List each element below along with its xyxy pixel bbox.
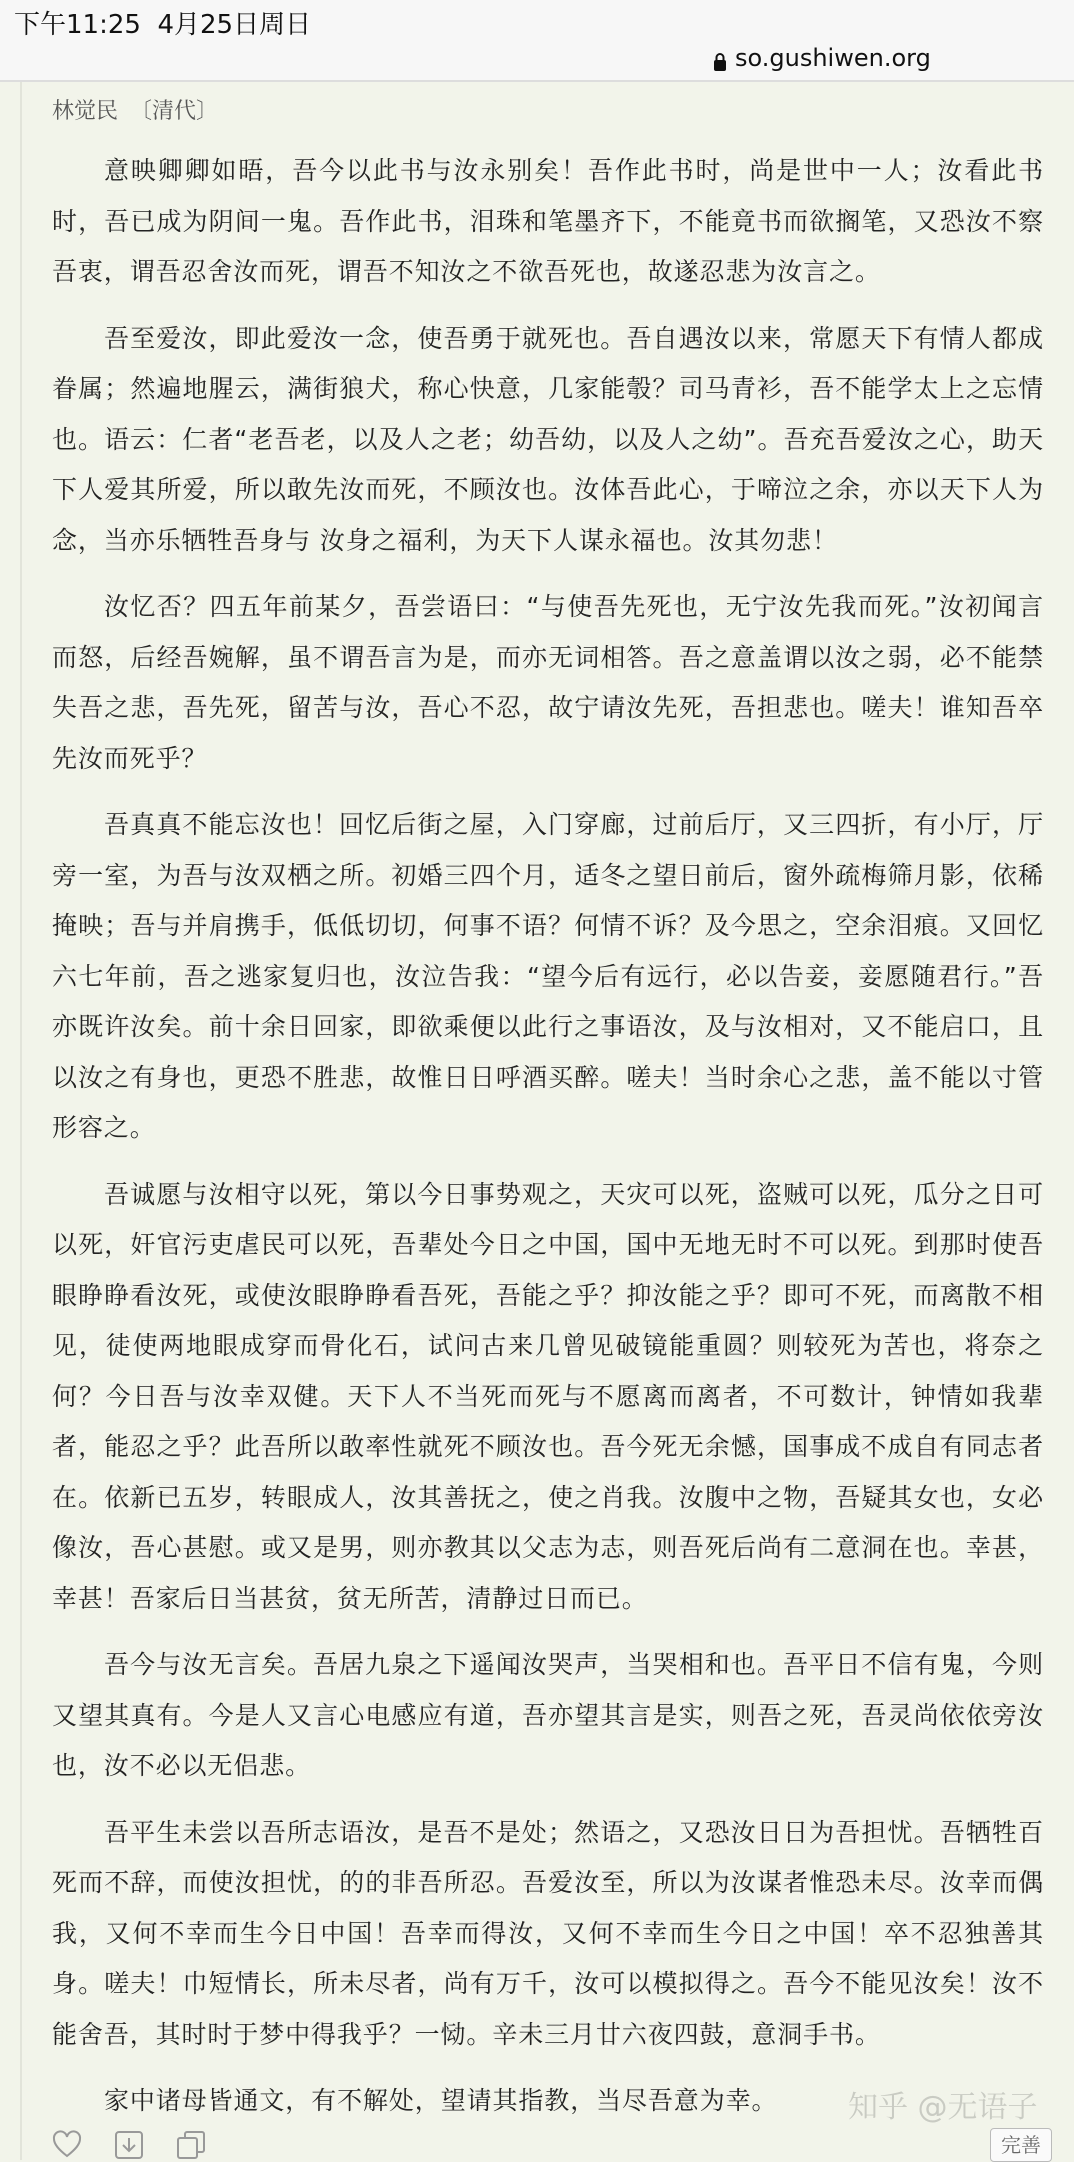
article [52,92,1044,2143]
paragraph-6: 吾今与汝无言矣。吾居九泉之下遥闻汝哭声，当哭相和也。吾平日不信有鬼，今则又望其真有。今是人又言心电感应有道，吾亦望其言是实，则吾之死，吾灵尚依依旁汝也，汝不必以无侣悲。 [52,1650,1044,1780]
status-date: 4月25日周日 [157,10,312,40]
author-name[interactable]: 林觉民 [52,99,119,124]
status-time-date [14,4,311,41]
download-icon[interactable] [114,2130,144,2160]
watermark: 知乎 @无语子 [848,2090,1038,2125]
copy-icon[interactable] [176,2130,206,2160]
url-bar[interactable] [0,44,1074,80]
paragraph-2: 吾至爱汝，即此爱汝一念，使吾勇于就死也。吾自遇汝以来，常愿天下有情人都成眷属；然遍地腥云，满街狼犬，称心快意，几家能彀？司马青衫，吾不能学太上之忘情也。语云：仁者“老吾老，以及人之老；幼吾幼，以及人之幼”。吾充吾爱汝之心，助天下人爱其所爱，所以敢先汝而死，不顾汝也。汝体吾此心，于啼泣之余，亦以天下人为念，当亦乐牺牲吾身与 汝身之福利，为天下人谋永福也。汝其勿悲！ [52,323,1044,555]
url-text[interactable]: so.gushiwen.org [735,44,931,72]
paragraph-8: 家中诸母皆通文，有不解处，望请其指教，当尽吾意为幸。 [104,2086,778,2115]
author-line [52,92,1044,132]
top-divider [0,80,1074,82]
paragraph-4: 吾真真不能忘汝也！回忆后街之屋，入门穿廊，过前后厅，又三四折，有小厅，厅旁一室，为吾与汝双栖之所。初婚三四个月，适冬之望日前后，窗外疏梅筛月影，依稀掩映；吾与并肩携手，低低切切，何事不语？何情不诉？及今思之，空余泪痕。又回忆六七年前，吾之逃家复归也，汝泣告我：“望今后有远行，必以告妾，妾愿随君行。”吾亦既许汝矣。前十余日回家，即欲乘便以此行之事语汝，及与汝相对，又不能启口，且以汝之有身也，更恐不胜悲，故惟日日呼酒买醉。嗟夫！当时余心之悲，盖不能以寸管形容之。 [52,810,1044,1142]
status-bar [0,0,1074,48]
paragraph-5: 吾诚愿与汝相守以死，第以今日事势观之，天灾可以死，盗贼可以死，瓜分之日可以死，奸官污吏虐民可以死，吾辈处今日之中国，国中无地无时不可以死。到那时使吾眼睁睁看汝死，或使汝眼睁睁看吾死，吾能之乎？抑汝能之乎？即可不死，而离散不相见，徒使两地眼成穿而骨化石，试问古来几曾见破镜能重圆？则较死为苦也，将奈之何？今日吾与汝幸双健。天下人不当死而死与不愿离而离者，不可数计，钟情如我辈者，能忍之乎？此吾所以敢率性就死不顾汝也。吾今死无余憾，国事成不成自有同志者在。依新已五岁，转眼成人，汝其善抚之，使之肖我。汝腹中之物，吾疑其女也，女必像汝，吾心甚慰。或又是男，则亦教其以父志为志，则吾死后尚有二意洞在也。幸甚，幸甚！吾家后日当甚贫，贫无所苦，清静过日而已。 [52,1179,1044,1613]
lock-icon [712,52,728,72]
author-dynasty: 〔清代〕 [130,99,219,124]
paragraph-3: 汝忆否？四五年前某夕，吾尝语曰：“与使吾先死也，无宁汝先我而死。”汝初闻言而怒，后经吾婉解，虽不谓吾言为是，而亦无词相答。吾之意盖谓以汝之弱，必不能禁失吾之悲，吾先死，留苦与汝，吾心不忍，故宁请汝先死，吾担悲也。嗟夫！谁知吾卒先汝而死乎？ [52,592,1044,773]
paragraph-7: 吾平生未尝以吾所志语汝，是吾不是处；然语之，又恐汝日日为吾担忧。吾牺牲百死而不辞，而使汝担忧，的的非吾所忍。吾爱汝至，所以为汝谋者惟恐未尽。汝幸而偶我，又何不幸而生今日中国！吾幸而得汝，又何不幸而生今日之中国！卒不忍独善其身。嗟夫！巾短情长，所未尽者，尚有万千，汝可以模拟得之。吾今不能见汝矣！汝不能舍吾，其时时于梦中得我乎？一恸。辛未三月廿六夜四鼓，意洞手书。 [52,1817,1044,2049]
heart-icon[interactable] [52,2130,82,2158]
paragraph-1: 意映卿卿如晤，吾今以此书与汝永别矣！吾作此书时，尚是世中一人；汝看此书时，吾已成为阴间一鬼。吾作此书，泪珠和笔墨齐下，不能竟书而欲搁笔，又恐汝不察吾衷，谓吾忍舍汝而死，谓吾不知汝之不欲吾死也，故遂忍悲为汝言之。 [52,156,1044,286]
status-time: 下午11:25 [14,10,141,40]
done-button[interactable]: 完善 [990,2128,1052,2162]
bottom-toolbar [0,2116,1074,2160]
left-rule [20,82,22,2160]
